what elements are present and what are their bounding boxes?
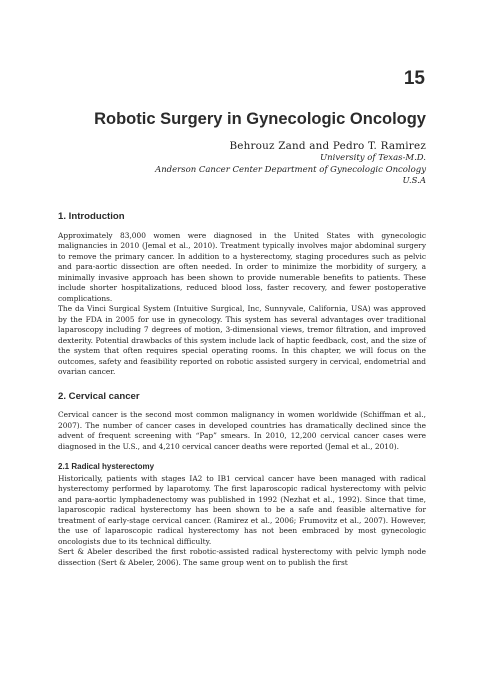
intro-paragraph-2: The da Vinci Surgical System (Intuitive Surgical, Inc, Sunnyvale, California, USA) was approved by the FDA in 2005 for use in gynecology. This system has several advantages over traditional laparoscopy including 7 degrees of motion, 3-dimensional views, tremor filtration, and improved dexterity. Potential drawbacks of this system include lack of haptic feedback, cost, and the size of the system that often requires special operating rooms. In this chapter, we will focus on the outcomes, safety and feasibility reported on robotic assisted surgery in cervical, endometrial and ovarian cancer.	[58, 304, 426, 376]
body-text	[58, 212, 426, 568]
subsection-heading-radical-hysterectomy: 2.1 Radical hysterectomy	[58, 462, 155, 471]
cervical-paragraph-1: Cervical cancer is the second most common malignancy in women worldwide (Schiffman et al., 2007). The number of cancer cases in developed countries has dramatically declined since the advent of frequent screening with “Pap” smears. In 2010, 12,200 cervical cancer cases were diagnosed in the U.S., and 4,210 cervical cancer deaths were reported (Jemal et al., 2010).	[58, 410, 426, 451]
section-heading-cervical-cancer: 2. Cervical cancer	[58, 390, 140, 402]
cervical-paragraph-2: Historically, patients with stages IA2 to IB1 cervical cancer have been managed with radical hysterectomy performed by laparotomy. The first laparoscopic radical hysterectomy with pelvic and para-aortic lymphadenectomy was published in 1992 (Nezhat et al., 1992). Since that time, laparoscopic radical hysterectomy has been shown to be a safe and feasible alternative for treatment of early-stage cervical cancer. (Ramirez et al., 2006; Frumovitz et al., 2007). However, the use of laparoscopic radical hysterectomy has not been embraced by most gynecologic oncologists due to its technical difficulty.	[58, 473, 426, 546]
author-names: Behrouz Zand and Pedro T. Ramirez	[229, 140, 426, 152]
author-block	[96, 140, 426, 188]
cervical-paragraph-3: Sert & Abeler described the first robotic-assisted radical hysterectomy with pelvic lymph node dissection (Sert & Abeler, 2006). The same group went on to publish the first	[58, 547, 426, 567]
chapter-title: Robotic Surgery in Gynecologic Oncology	[94, 110, 426, 128]
affiliation-line-3: U.S.A	[402, 176, 426, 186]
section-heading-introduction: 1. Introduction	[58, 211, 125, 222]
affiliation-line-1: University of Texas-M.D.	[320, 153, 426, 163]
affiliation-line-2: Anderson Cancer Center Department of Gynecologic Oncology	[155, 164, 426, 175]
chapter-number: 15	[403, 68, 425, 89]
intro-paragraph-1: Approximately 83,000 women were diagnosed in the United States with gynecologic malignancies in 2010 (Jemal et al., 2010). Treatment typically involves major abdominal surgery to remove the primary cancer. In addition to a hysterectomy, staging procedures such as pelvic and para-aortic dissection are often needed. In order to minimize the morbidity of surgery, a minimally invasive approach has been shown to provide numerable benefits to patients. These include shorter hospitalizations, reduced blood loss, faster recovery, and fewer postoperative complications.	[58, 230, 426, 303]
